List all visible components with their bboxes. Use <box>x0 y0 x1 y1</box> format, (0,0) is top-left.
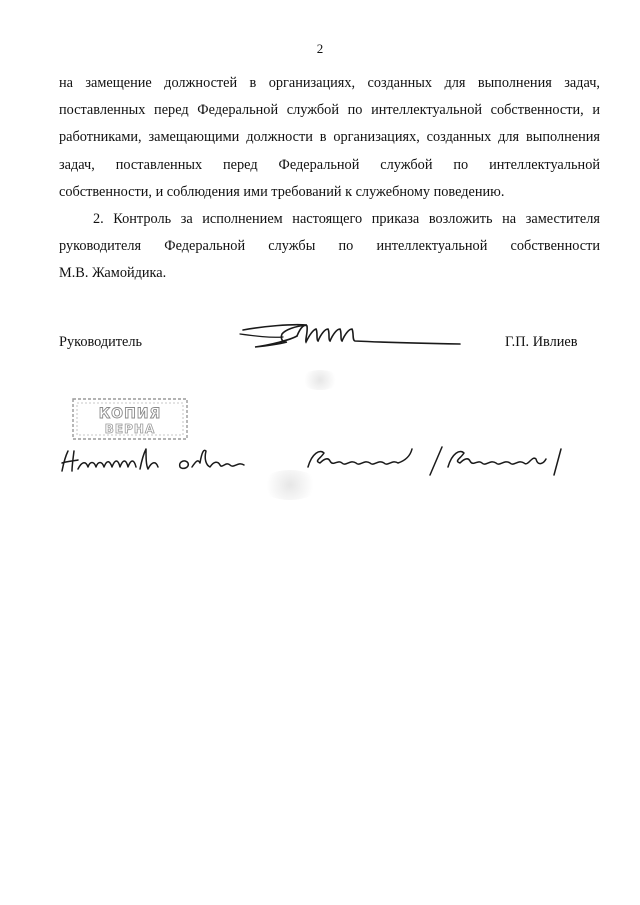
paragraph-1-line-1: на замещение должностей в организациях, созданных для выполнения задач, <box>59 75 600 91</box>
page-number: 2 <box>316 41 324 56</box>
signature-image <box>235 312 465 357</box>
paragraph-2-line-2: руководителя Федеральной службы по интеллектуальной собственности <box>59 238 600 255</box>
copy-stamp <box>71 397 189 441</box>
paragraph-2-line-1: 2. Контроль за исполнением настоящего приказа возложить на заместителя <box>93 211 600 228</box>
paragraph-1 <box>59 70 600 206</box>
paragraph-1-line-2: поставленных перед Федеральной службой по интеллектуальной собственности, и <box>59 102 600 119</box>
svg-text:КОПИЯ: КОПИЯ <box>98 406 162 422</box>
document-body <box>59 70 600 288</box>
signatory-name: Г.П. Ивлиев <box>505 334 578 350</box>
paragraph-1-line-3: работниками, замещающими должности в организациях, созданных для выполнения <box>59 129 600 146</box>
signatory-title: Руководитель <box>59 334 143 350</box>
scan-smudge <box>300 370 340 390</box>
paragraph-1-line-4: задач, поставленных перед Федеральной службой по интеллектуальной <box>59 156 600 173</box>
paragraph-2-line-3: М.В. Жамойдика. <box>59 265 167 282</box>
handwritten-certification <box>58 441 563 481</box>
svg-text:ВЕРНА: ВЕРНА <box>104 422 156 436</box>
paragraph-1-line-5: собственности, и соблюдения ими требований к служебному поведению. <box>59 183 505 200</box>
paragraph-2 <box>59 206 600 288</box>
